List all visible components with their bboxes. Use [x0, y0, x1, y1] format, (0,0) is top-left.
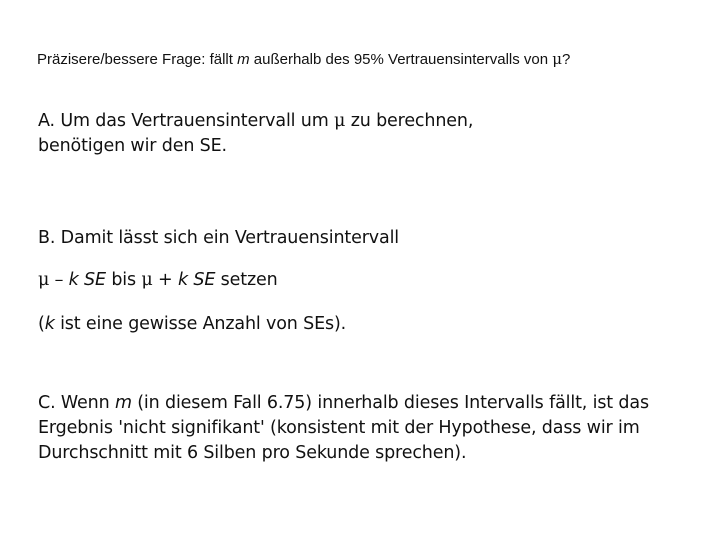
section-c [38, 391, 698, 466]
section-b-line1: B. Damit lässt sich ein Vertrauensintervall [38, 228, 399, 248]
section-b-minus: – [49, 270, 64, 290]
section-a-line1-after: zu berechnen, [345, 111, 474, 131]
section-b-mu-2: μ [141, 270, 153, 290]
section-b-k-se-1: k SE [63, 270, 106, 290]
section-b-line3 [38, 312, 346, 337]
section-c-start: C. Wenn [38, 393, 115, 413]
section-b-mu-1: μ [38, 270, 50, 290]
section-b-line3-rest: ist eine gewisse Anzahl von SEs). [54, 314, 347, 334]
section-c-rest: (in diesem Fall 6.75) innerhalb dieses Intervalls fällt, ist das Ergebnis 'nicht signifikant' (konsistent mit der Hypothese, dass wir im Durchschnitt mit 6 Silben pro Sekunde sprechen). [38, 393, 649, 463]
section-a-line1-before: A. Um das Vertrauensintervall um [38, 111, 335, 131]
section-b-plus: + [152, 270, 173, 290]
title-middle: außerhalb des 95% Vertrauensintervalls von [249, 51, 553, 68]
title-m: m [237, 51, 250, 68]
section-b-k: k [44, 314, 55, 334]
section-b-k-se-2: k SE [172, 270, 216, 290]
section-a-line2: benötigen wir den SE. [38, 136, 227, 156]
section-b-bis: bis [105, 270, 142, 290]
title-prefix: Präzisere/bessere Frage: fällt [37, 51, 238, 68]
page-title [37, 49, 570, 70]
section-b-open-paren: ( [38, 314, 45, 334]
section-b-line2 [38, 268, 278, 293]
section-b-setzen: setzen [215, 270, 278, 290]
section-a-mu: μ [334, 111, 346, 131]
section-a [38, 109, 473, 159]
title-mu: μ [552, 50, 563, 68]
section-c-m: m [114, 393, 132, 413]
title-suffix: ? [562, 51, 571, 68]
